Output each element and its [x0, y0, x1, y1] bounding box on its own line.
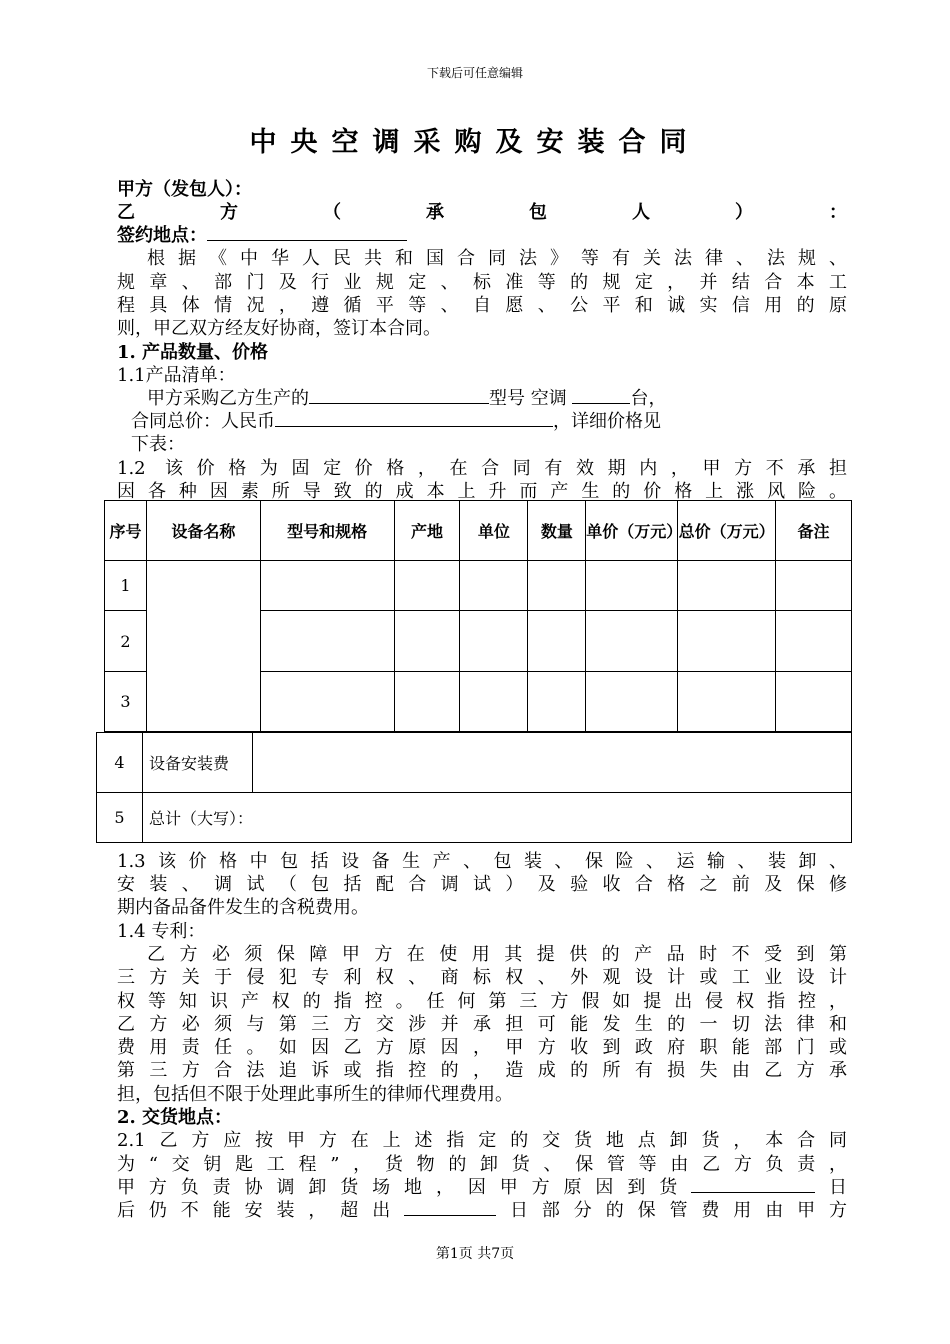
total-price-text: 合同总价：人民币 — [131, 411, 275, 432]
patent-line: 三方关于侵犯专利权、商标权、外观设计或工业设计 — [117, 967, 847, 988]
model-text: 型号 空调 — [489, 388, 567, 409]
sign-place-label: 签约地点： — [117, 225, 207, 246]
section-1-3-line: 期内备品备件发生的含税费用。 — [117, 897, 369, 918]
sign-place-row — [117, 224, 847, 248]
row-number: 2 — [105, 611, 147, 672]
delivery-line — [117, 1199, 847, 1223]
row-number: 4 — [97, 733, 143, 793]
delivery-text: 后仍不能安装，超出 — [117, 1200, 405, 1221]
col-header-no: 序号 — [105, 501, 147, 561]
col-header-total-price: 总价（万元） — [678, 501, 776, 561]
patent-line: 乙方必须保障甲方在使用其提供的产品时不受到第 — [147, 944, 847, 965]
day-text: 日 — [815, 1177, 848, 1198]
preamble-line: 根据《中华人民共和国合同法》等有关法律、法规、 — [147, 248, 847, 269]
section-1-1-title: 1.1产品清单： — [117, 365, 236, 386]
delivery-line: 为“交钥匙工程”，货物的卸货、保管等由乙方负责， — [117, 1154, 847, 1175]
col-header-remarks: 备注 — [776, 501, 852, 561]
unit-text: 台， — [630, 388, 667, 409]
section-1-4-title: 1.4 专利： — [117, 921, 206, 942]
delivery-text: 甲方负责协调卸货场地，因甲方原因到货 — [117, 1177, 692, 1198]
col-header-device: 设备名称 — [146, 501, 260, 561]
storage-days-blank — [404, 1199, 496, 1216]
col-header-model: 型号和规格 — [260, 501, 394, 561]
section-1-title: 1. 产品数量、价格 — [117, 342, 269, 363]
delivery-line: 2.1乙方应按甲方在上述指定的交货地点卸货，本合同 — [117, 1130, 847, 1151]
see-table-text: 下表： — [131, 434, 185, 455]
product-text: 甲方采购乙方生产的 — [147, 388, 309, 409]
device-name-cell — [146, 561, 260, 732]
patent-line: 费用责任。如因乙方原因，甲方收到政府职能部门或 — [117, 1037, 847, 1058]
col-header-unit: 单位 — [460, 501, 528, 561]
product-list-line — [147, 387, 847, 411]
section-1-3-line: 1.3该价格中包括设备生产、包装、保险、运输、装卸、 — [117, 851, 847, 872]
col-header-quantity: 数量 — [528, 501, 586, 561]
price-table — [104, 500, 852, 732]
table-row — [105, 561, 852, 611]
installation-fee-value — [252, 733, 851, 793]
row-number: 1 — [105, 561, 147, 611]
delivery-days-blank — [691, 1176, 815, 1193]
col-header-origin: 产地 — [394, 501, 460, 561]
party-b-label: 乙方（承包人）： — [117, 202, 847, 223]
section-1-2-line: 1.2 该价格为固定价格，在合同有效期内，甲方不承担 — [117, 458, 847, 479]
total-price-blank — [275, 410, 553, 427]
sign-place-blank — [207, 224, 407, 241]
model-blank — [309, 387, 489, 404]
patent-line: 担，包括但不限于处理此事所生的律师代理费用。 — [117, 1084, 513, 1105]
storage-text: 日部分的保管费用由甲方 — [496, 1200, 848, 1221]
preamble-line: 则，甲乙双方经友好协商，签订本合同。 — [117, 318, 441, 339]
table-row — [97, 793, 852, 843]
delivery-line — [117, 1176, 847, 1200]
patent-line: 乙方必须与第三方交涉并承担可能发生的一切法律和 — [117, 1014, 847, 1035]
section-1-2-line: 因各种因素所导致的成本上升而产生的价格上涨风险。 — [117, 481, 847, 502]
total-price-line — [131, 410, 847, 434]
preamble-line: 规章、部门及行业规定、标准等的规定，并结合本工 — [117, 272, 847, 293]
row-number: 3 — [105, 672, 147, 732]
installation-fee-label: 设备安装费 — [142, 733, 252, 793]
section-1-3-line: 安装、调试（包括配合调试）及验收合格之前及保修 — [117, 874, 847, 895]
quantity-blank — [572, 387, 630, 404]
party-a-label: 甲方（发包人）： — [117, 179, 252, 200]
fee-table — [96, 732, 852, 843]
col-header-unit-price: 单价（万元） — [586, 501, 678, 561]
preamble-line: 程具体情况，遵循平等、自愿、公平和诚实信用的原 — [117, 295, 847, 316]
page-title: 中央空调采购及安装合同 — [249, 127, 701, 158]
page-footer: 第1页 共7页 — [435, 1246, 515, 1262]
patent-line: 第三方合法追诉或指控的，造成的所有损失由乙方承 — [117, 1060, 847, 1081]
section-2-title: 2. 交货地点： — [117, 1107, 233, 1128]
header-note: 下载后可任意编辑 — [426, 66, 523, 80]
price-detail-text: ，详细价格见 — [553, 411, 661, 432]
grand-total-label: 总计（大写）： — [142, 793, 851, 843]
patent-line: 权等知识产权的指控。任何第三方假如提出侵权指控， — [117, 991, 847, 1012]
table-row — [97, 733, 852, 793]
row-number: 5 — [97, 793, 143, 843]
